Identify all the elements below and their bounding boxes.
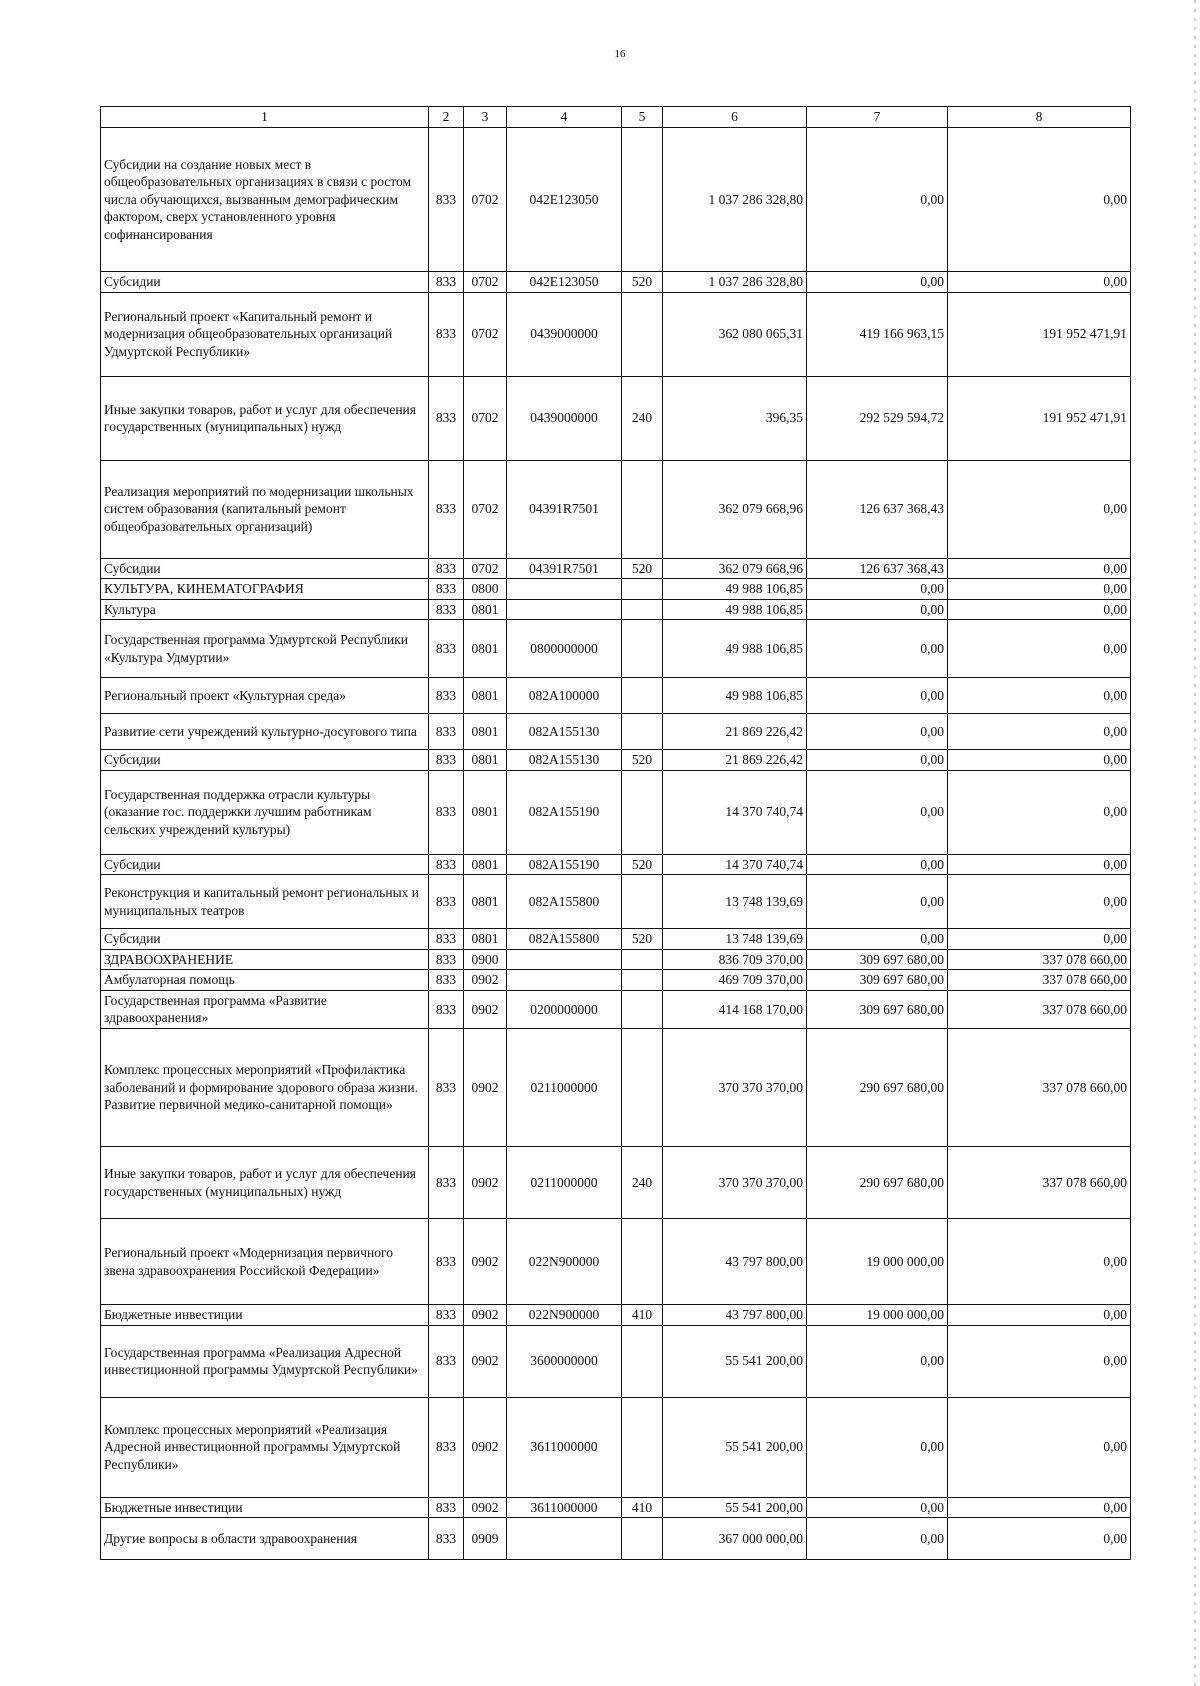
cell-expense-type xyxy=(622,1518,663,1560)
cell-amount-2: 419 166 963,15 xyxy=(807,292,948,376)
cell-amount-3: 0,00 xyxy=(948,460,1131,558)
cell-amount-3: 0,00 xyxy=(948,1219,1131,1305)
table-row xyxy=(101,1219,1131,1305)
cell-expense-type: 520 xyxy=(622,750,663,771)
cell-expense-type xyxy=(622,599,663,620)
cell-amount-3: 337 078 660,00 xyxy=(948,949,1131,970)
cell-ministry-code: 833 xyxy=(429,599,464,620)
cell-amount-1: 55 541 200,00 xyxy=(663,1397,807,1497)
cell-ministry-code: 833 xyxy=(429,875,464,929)
cell-amount-2: 292 529 594,72 xyxy=(807,376,948,460)
table-row xyxy=(101,714,1131,750)
cell-amount-2: 126 637 368,43 xyxy=(807,558,948,579)
cell-section-code: 0902 xyxy=(464,1147,507,1219)
cell-expense-type xyxy=(622,714,663,750)
cell-ministry-code: 833 xyxy=(429,854,464,875)
row-name: Реализация мероприятий по модернизации школьных систем образования (капитальный ремонт общеобразовательных организаций) xyxy=(101,460,429,558)
cell-amount-3: 337 078 660,00 xyxy=(948,1029,1131,1147)
cell-section-code: 0702 xyxy=(464,272,507,293)
cell-amount-2: 0,00 xyxy=(807,1397,948,1497)
cell-expense-type: 410 xyxy=(622,1305,663,1326)
table-row xyxy=(101,970,1131,991)
cell-amount-2: 0,00 xyxy=(807,272,948,293)
row-name: ЗДРАВООХРАНЕНИЕ xyxy=(101,949,429,970)
table-row xyxy=(101,1497,1131,1518)
column-header: 2 xyxy=(429,107,464,128)
cell-expense-type: 240 xyxy=(622,376,663,460)
table-row xyxy=(101,599,1131,620)
cell-amount-3: 0,00 xyxy=(948,620,1131,678)
cell-ministry-code: 833 xyxy=(429,770,464,854)
cell-ministry-code: 833 xyxy=(429,292,464,376)
cell-expense-type: 520 xyxy=(622,558,663,579)
cell-section-code: 0702 xyxy=(464,128,507,272)
row-name: Бюджетные инвестиции xyxy=(101,1305,429,1326)
cell-section-code: 0902 xyxy=(464,1325,507,1397)
cell-amount-3: 0,00 xyxy=(948,875,1131,929)
row-name: Иные закупки товаров, работ и услуг для обеспечения государственных (муниципальных) нужд xyxy=(101,1147,429,1219)
table-row xyxy=(101,292,1131,376)
cell-amount-3: 0,00 xyxy=(948,128,1131,272)
cell-ministry-code: 833 xyxy=(429,678,464,714)
cell-amount-1: 21 869 226,42 xyxy=(663,714,807,750)
cell-amount-2: 0,00 xyxy=(807,579,948,600)
cell-section-code: 0801 xyxy=(464,620,507,678)
cell-amount-1: 21 869 226,42 xyxy=(663,750,807,771)
cell-amount-1: 370 370 370,00 xyxy=(663,1029,807,1147)
row-name: Государственная программа «Реализация Адресной инвестиционной программы Удмуртской Республики» xyxy=(101,1325,429,1397)
cell-amount-3: 337 078 660,00 xyxy=(948,1147,1131,1219)
cell-ministry-code: 833 xyxy=(429,1219,464,1305)
cell-ministry-code: 833 xyxy=(429,1397,464,1497)
cell-amount-1: 362 079 668,96 xyxy=(663,460,807,558)
cell-amount-2: 0,00 xyxy=(807,599,948,620)
cell-target-article: 022N900000 xyxy=(507,1305,622,1326)
cell-amount-3: 0,00 xyxy=(948,1397,1131,1497)
cell-section-code: 0902 xyxy=(464,1029,507,1147)
cell-section-code: 0702 xyxy=(464,292,507,376)
row-name: Субсидии xyxy=(101,558,429,579)
table-row xyxy=(101,990,1131,1028)
cell-ministry-code: 833 xyxy=(429,1147,464,1219)
cell-section-code: 0800 xyxy=(464,579,507,600)
table-row xyxy=(101,579,1131,600)
column-header: 7 xyxy=(807,107,948,128)
row-name: Комплекс процессных мероприятий «Реализация Адресной инвестиционной программы Удмуртской Республики» xyxy=(101,1397,429,1497)
cell-amount-3: 191 952 471,91 xyxy=(948,292,1131,376)
cell-amount-1: 396,35 xyxy=(663,376,807,460)
cell-amount-1: 49 988 106,85 xyxy=(663,579,807,600)
cell-amount-1: 13 748 139,69 xyxy=(663,929,807,950)
budget-table xyxy=(100,106,1131,1560)
cell-amount-2: 0,00 xyxy=(807,929,948,950)
cell-amount-2: 0,00 xyxy=(807,1497,948,1518)
row-name: Региональный проект «Капитальный ремонт и модернизация общеобразовательных организаций Удмуртской Республики» xyxy=(101,292,429,376)
cell-target-article: 042E123050 xyxy=(507,128,622,272)
cell-amount-2: 0,00 xyxy=(807,714,948,750)
cell-section-code: 0801 xyxy=(464,875,507,929)
cell-expense-type xyxy=(622,1397,663,1497)
cell-amount-2: 19 000 000,00 xyxy=(807,1305,948,1326)
row-name: Другие вопросы в области здравоохранения xyxy=(101,1518,429,1560)
cell-expense-type xyxy=(622,620,663,678)
cell-amount-2: 0,00 xyxy=(807,770,948,854)
cell-ministry-code: 833 xyxy=(429,460,464,558)
cell-expense-type xyxy=(622,990,663,1028)
column-header: 6 xyxy=(663,107,807,128)
cell-expense-type xyxy=(622,1029,663,1147)
row-name: Субсидии на создание новых мест в общеобразовательных организациях в связи с ростом числа обучающихся, вызванным демографическим фактором, сверх установленного уровня софинансирования xyxy=(101,128,429,272)
cell-amount-1: 43 797 800,00 xyxy=(663,1219,807,1305)
table-row xyxy=(101,949,1131,970)
cell-ministry-code: 833 xyxy=(429,1497,464,1518)
row-name: Комплекс процессных мероприятий «Профилактика заболеваний и формирование здорового образа жизни. Развитие первичной медико-санитарной помощи» xyxy=(101,1029,429,1147)
table-row xyxy=(101,376,1131,460)
cell-target-article: 0439000000 xyxy=(507,376,622,460)
table-row xyxy=(101,272,1131,293)
table-row xyxy=(101,854,1131,875)
scan-edge xyxy=(1194,0,1196,1686)
row-name: Субсидии xyxy=(101,750,429,771)
table-row xyxy=(101,460,1131,558)
cell-ministry-code: 833 xyxy=(429,929,464,950)
cell-amount-3: 0,00 xyxy=(948,1325,1131,1397)
cell-amount-2: 126 637 368,43 xyxy=(807,460,948,558)
cell-section-code: 0702 xyxy=(464,376,507,460)
cell-section-code: 0801 xyxy=(464,678,507,714)
cell-section-code: 0902 xyxy=(464,970,507,991)
cell-expense-type xyxy=(622,970,663,991)
cell-target-article xyxy=(507,970,622,991)
cell-section-code: 0801 xyxy=(464,929,507,950)
cell-ministry-code: 833 xyxy=(429,990,464,1028)
row-name: Государственная программа Удмуртской Республики «Культура Удмуртии» xyxy=(101,620,429,678)
cell-expense-type: 520 xyxy=(622,929,663,950)
column-header: 1 xyxy=(101,107,429,128)
table-row xyxy=(101,620,1131,678)
row-name: Государственная программа «Развитие здравоохранения» xyxy=(101,990,429,1028)
cell-target-article: 0211000000 xyxy=(507,1029,622,1147)
cell-ministry-code: 833 xyxy=(429,970,464,991)
header-row xyxy=(101,107,1131,128)
cell-ministry-code: 833 xyxy=(429,750,464,771)
cell-amount-3: 337 078 660,00 xyxy=(948,970,1131,991)
row-name: Субсидии xyxy=(101,854,429,875)
cell-section-code: 0702 xyxy=(464,558,507,579)
cell-expense-type xyxy=(622,949,663,970)
table-row xyxy=(101,770,1131,854)
table-row xyxy=(101,128,1131,272)
cell-amount-1: 362 079 668,96 xyxy=(663,558,807,579)
cell-ministry-code: 833 xyxy=(429,620,464,678)
cell-expense-type xyxy=(622,770,663,854)
cell-amount-3: 0,00 xyxy=(948,1518,1131,1560)
cell-section-code: 0902 xyxy=(464,1305,507,1326)
cell-amount-2: 0,00 xyxy=(807,750,948,771)
page-number: 16 xyxy=(614,48,626,60)
cell-amount-1: 49 988 106,85 xyxy=(663,678,807,714)
cell-section-code: 0801 xyxy=(464,714,507,750)
cell-amount-3: 0,00 xyxy=(948,854,1131,875)
cell-section-code: 0902 xyxy=(464,990,507,1028)
table-row xyxy=(101,750,1131,771)
row-name: Бюджетные инвестиции xyxy=(101,1497,429,1518)
cell-target-article: 0211000000 xyxy=(507,1147,622,1219)
cell-amount-1: 836 709 370,00 xyxy=(663,949,807,970)
cell-target-article: 082А100000 xyxy=(507,678,622,714)
table-row xyxy=(101,558,1131,579)
cell-target-article xyxy=(507,949,622,970)
cell-target-article: 082А155190 xyxy=(507,854,622,875)
cell-amount-2: 309 697 680,00 xyxy=(807,970,948,991)
cell-section-code: 0702 xyxy=(464,460,507,558)
cell-amount-1: 1 037 286 328,80 xyxy=(663,272,807,293)
cell-expense-type xyxy=(622,460,663,558)
cell-ministry-code: 833 xyxy=(429,1325,464,1397)
cell-section-code: 0801 xyxy=(464,750,507,771)
cell-expense-type xyxy=(622,875,663,929)
cell-target-article: 042E123050 xyxy=(507,272,622,293)
cell-ministry-code: 833 xyxy=(429,1029,464,1147)
cell-amount-1: 370 370 370,00 xyxy=(663,1147,807,1219)
row-name: Амбулаторная помощь xyxy=(101,970,429,991)
cell-target-article xyxy=(507,579,622,600)
column-header: 5 xyxy=(622,107,663,128)
table-row xyxy=(101,1029,1131,1147)
column-header: 8 xyxy=(948,107,1131,128)
cell-amount-1: 1 037 286 328,80 xyxy=(663,128,807,272)
row-name: КУЛЬТУРА, КИНЕМАТОГРАФИЯ xyxy=(101,579,429,600)
cell-amount-2: 290 697 680,00 xyxy=(807,1029,948,1147)
cell-expense-type xyxy=(622,292,663,376)
row-name: Региональный проект «Культурная среда» xyxy=(101,678,429,714)
cell-amount-3: 0,00 xyxy=(948,750,1131,771)
cell-amount-1: 13 748 139,69 xyxy=(663,875,807,929)
cell-target-article: 0439000000 xyxy=(507,292,622,376)
cell-amount-3: 0,00 xyxy=(948,558,1131,579)
cell-amount-3: 191 952 471,91 xyxy=(948,376,1131,460)
row-name: Государственная поддержка отрасли культуры (оказание гос. поддержки лучшим работникам сельских учреждений культуры) xyxy=(101,770,429,854)
table-row xyxy=(101,929,1131,950)
cell-expense-type xyxy=(622,1219,663,1305)
row-name: Культура xyxy=(101,599,429,620)
cell-expense-type xyxy=(622,1325,663,1397)
cell-amount-1: 367 000 000,00 xyxy=(663,1518,807,1560)
cell-expense-type xyxy=(622,678,663,714)
cell-expense-type: 520 xyxy=(622,854,663,875)
row-name: Иные закупки товаров, работ и услуг для обеспечения государственных (муниципальных) нужд xyxy=(101,376,429,460)
cell-target-article: 082А155130 xyxy=(507,714,622,750)
cell-amount-2: 0,00 xyxy=(807,620,948,678)
cell-amount-2: 290 697 680,00 xyxy=(807,1147,948,1219)
cell-ministry-code: 833 xyxy=(429,1518,464,1560)
cell-amount-1: 55 541 200,00 xyxy=(663,1497,807,1518)
cell-target-article: 082А155800 xyxy=(507,929,622,950)
row-name: Реконструкция и капитальный ремонт региональных и муниципальных театров xyxy=(101,875,429,929)
cell-target-article: 022N900000 xyxy=(507,1219,622,1305)
cell-amount-2: 0,00 xyxy=(807,854,948,875)
cell-target-article: 04391R7501 xyxy=(507,460,622,558)
cell-ministry-code: 833 xyxy=(429,1305,464,1326)
cell-amount-1: 55 541 200,00 xyxy=(663,1325,807,1397)
cell-section-code: 0801 xyxy=(464,599,507,620)
cell-section-code: 0801 xyxy=(464,770,507,854)
cell-ministry-code: 833 xyxy=(429,376,464,460)
cell-amount-2: 0,00 xyxy=(807,875,948,929)
cell-amount-3: 0,00 xyxy=(948,1305,1131,1326)
cell-amount-3: 337 078 660,00 xyxy=(948,990,1131,1028)
cell-amount-1: 14 370 740,74 xyxy=(663,770,807,854)
cell-section-code: 0909 xyxy=(464,1518,507,1560)
table-row xyxy=(101,1397,1131,1497)
cell-ministry-code: 833 xyxy=(429,272,464,293)
table-row xyxy=(101,1325,1131,1397)
cell-amount-2: 0,00 xyxy=(807,678,948,714)
cell-expense-type: 410 xyxy=(622,1497,663,1518)
row-name: Субсидии xyxy=(101,272,429,293)
cell-amount-3: 0,00 xyxy=(948,929,1131,950)
table-body xyxy=(101,128,1131,1560)
cell-target-article: 3611000000 xyxy=(507,1397,622,1497)
cell-amount-3: 0,00 xyxy=(948,714,1131,750)
cell-amount-3: 0,00 xyxy=(948,272,1131,293)
cell-amount-2: 0,00 xyxy=(807,128,948,272)
cell-amount-2: 19 000 000,00 xyxy=(807,1219,948,1305)
cell-ministry-code: 833 xyxy=(429,558,464,579)
cell-amount-1: 43 797 800,00 xyxy=(663,1305,807,1326)
column-header: 3 xyxy=(464,107,507,128)
row-name: Субсидии xyxy=(101,929,429,950)
cell-amount-3: 0,00 xyxy=(948,599,1131,620)
cell-section-code: 0902 xyxy=(464,1397,507,1497)
cell-amount-3: 0,00 xyxy=(948,770,1131,854)
table-row xyxy=(101,1518,1131,1560)
cell-target-article: 0800000000 xyxy=(507,620,622,678)
cell-amount-2: 0,00 xyxy=(807,1325,948,1397)
table-row xyxy=(101,1305,1131,1326)
cell-amount-3: 0,00 xyxy=(948,1497,1131,1518)
cell-target-article xyxy=(507,599,622,620)
cell-amount-3: 0,00 xyxy=(948,678,1131,714)
cell-ministry-code: 833 xyxy=(429,714,464,750)
cell-amount-1: 14 370 740,74 xyxy=(663,854,807,875)
cell-target-article: 082А155130 xyxy=(507,750,622,771)
cell-amount-1: 469 709 370,00 xyxy=(663,970,807,991)
cell-amount-3: 0,00 xyxy=(948,579,1131,600)
table-row xyxy=(101,1147,1131,1219)
cell-expense-type: 520 xyxy=(622,272,663,293)
row-name: Региональный проект «Модернизация первичного звена здравоохранения Российской Федерации» xyxy=(101,1219,429,1305)
table-row xyxy=(101,678,1131,714)
cell-amount-2: 0,00 xyxy=(807,1518,948,1560)
cell-section-code: 0900 xyxy=(464,949,507,970)
column-header: 4 xyxy=(507,107,622,128)
cell-ministry-code: 833 xyxy=(429,128,464,272)
cell-target-article: 082А155800 xyxy=(507,875,622,929)
cell-expense-type: 240 xyxy=(622,1147,663,1219)
cell-section-code: 0902 xyxy=(464,1497,507,1518)
cell-amount-2: 309 697 680,00 xyxy=(807,949,948,970)
table-row xyxy=(101,875,1131,929)
cell-target-article: 0200000000 xyxy=(507,990,622,1028)
cell-amount-1: 49 988 106,85 xyxy=(663,599,807,620)
cell-amount-1: 49 988 106,85 xyxy=(663,620,807,678)
cell-target-article: 04391R7501 xyxy=(507,558,622,579)
cell-target-article: 3600000000 xyxy=(507,1325,622,1397)
cell-amount-1: 414 168 170,00 xyxy=(663,990,807,1028)
cell-expense-type xyxy=(622,128,663,272)
cell-expense-type xyxy=(622,579,663,600)
cell-target-article: 082А155190 xyxy=(507,770,622,854)
cell-section-code: 0801 xyxy=(464,854,507,875)
cell-amount-1: 362 080 065,31 xyxy=(663,292,807,376)
cell-target-article xyxy=(507,1518,622,1560)
cell-amount-2: 309 697 680,00 xyxy=(807,990,948,1028)
row-name: Развитие сети учреждений культурно-досугового типа xyxy=(101,714,429,750)
cell-ministry-code: 833 xyxy=(429,579,464,600)
cell-ministry-code: 833 xyxy=(429,949,464,970)
cell-section-code: 0902 xyxy=(464,1219,507,1305)
cell-target-article: 3611000000 xyxy=(507,1497,622,1518)
